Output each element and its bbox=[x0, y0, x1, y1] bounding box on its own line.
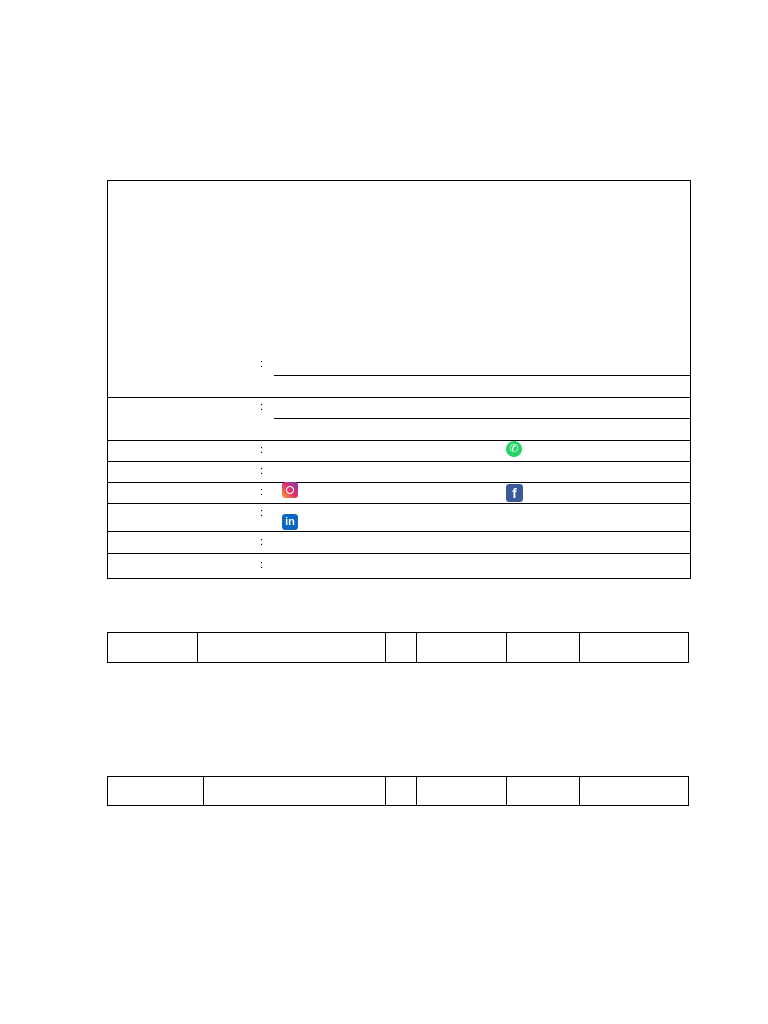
row-colon: : bbox=[260, 358, 264, 370]
facebook-icon: f bbox=[506, 484, 523, 502]
row-colon: : bbox=[260, 486, 264, 498]
row-colon: : bbox=[260, 444, 264, 456]
col-header bbox=[417, 633, 507, 663]
row-colon: : bbox=[260, 536, 264, 548]
row-sosmed bbox=[108, 482, 690, 504]
row-status bbox=[108, 531, 690, 554]
col-header bbox=[198, 633, 386, 663]
instagram-icon bbox=[282, 482, 298, 498]
table-header-row bbox=[108, 633, 689, 663]
whatsapp-icon: ✆ bbox=[506, 441, 522, 457]
col-header bbox=[108, 633, 198, 663]
linkedin-icon: in bbox=[282, 514, 298, 530]
divider bbox=[274, 375, 690, 376]
row-colon: : bbox=[260, 401, 264, 413]
row-tanggal-kawin bbox=[108, 553, 690, 578]
col-header bbox=[386, 633, 417, 663]
personal-data-box bbox=[107, 180, 691, 579]
row-telepon bbox=[108, 440, 690, 462]
col-header bbox=[417, 777, 507, 806]
table-header-row bbox=[108, 777, 689, 806]
row-linkedin bbox=[108, 503, 690, 532]
row-colon: : bbox=[260, 507, 264, 519]
col-header bbox=[580, 633, 689, 663]
divider bbox=[274, 418, 690, 419]
row-alamat-ktp bbox=[108, 397, 690, 441]
col-header bbox=[580, 777, 689, 806]
section-3-heading bbox=[107, 762, 143, 774]
row-email bbox=[108, 461, 690, 483]
row-colon: : bbox=[260, 465, 264, 477]
family-origin-table bbox=[107, 776, 689, 806]
family-core-table bbox=[107, 632, 689, 663]
col-header bbox=[507, 777, 580, 806]
col-header bbox=[204, 777, 386, 806]
section-1-heading bbox=[107, 166, 143, 178]
col-header bbox=[507, 633, 580, 663]
row-colon: : bbox=[260, 559, 264, 571]
section-2-heading bbox=[107, 619, 143, 631]
col-header bbox=[108, 777, 204, 806]
btpn-logo bbox=[596, 56, 686, 112]
col-header bbox=[386, 777, 417, 806]
row-alamat-rumah bbox=[108, 354, 690, 398]
